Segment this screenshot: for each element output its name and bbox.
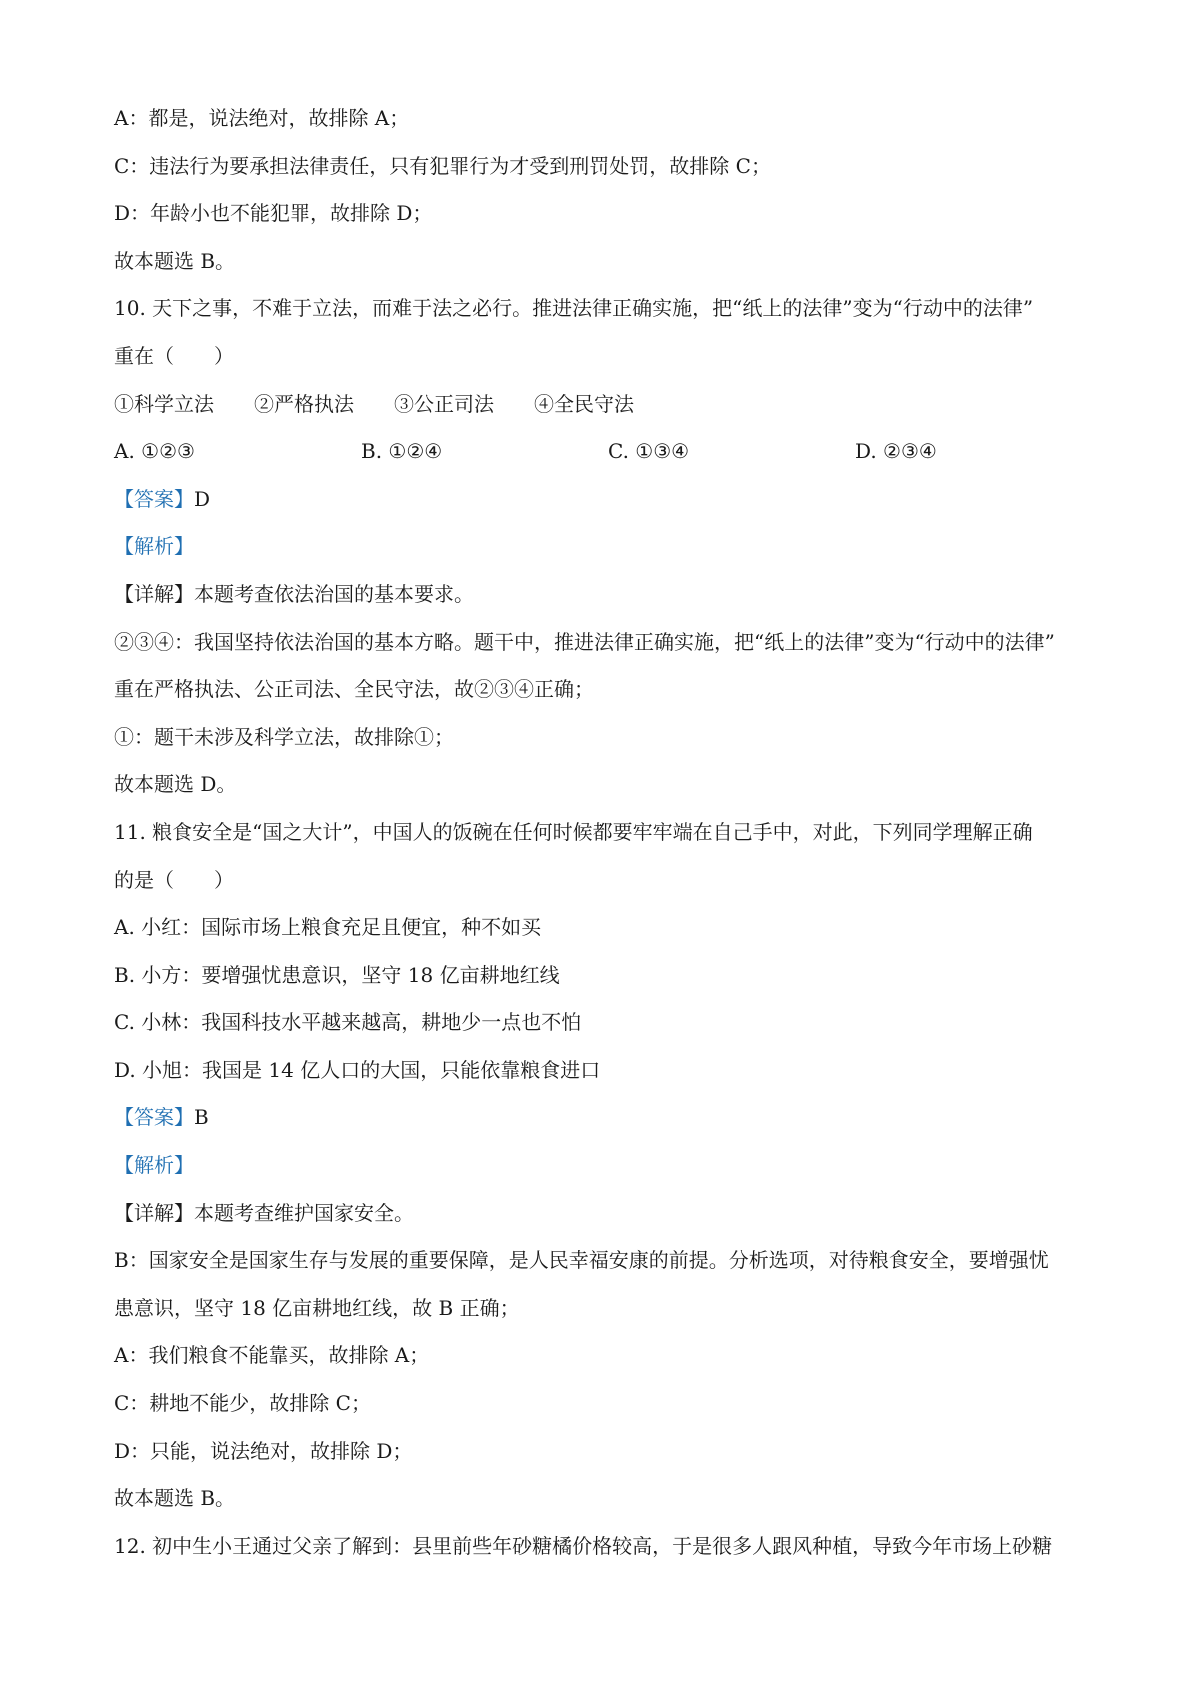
q11-answer <box>114 1094 1104 1142</box>
answer-value: B <box>194 1105 209 1130</box>
q10-analysis-tag: 【解析】 <box>114 534 194 559</box>
q11-conclusion: 故本题选 B。 <box>114 1486 236 1511</box>
q11-option-d: D. 小旭：我国是 14 亿人口的大国，只能依靠粮食进口 <box>114 1057 601 1082</box>
q11-explain-line: D：只能，说法绝对，故排除 D； <box>114 1438 413 1463</box>
q10-answer <box>114 476 1104 524</box>
q11-option-a: A. 小红：国际市场上粮食充足且便宜，种不如买 <box>114 915 542 940</box>
q10-conclusion: 故本题选 D。 <box>114 772 237 797</box>
q9-line-d: D：年龄小也不能犯罪，故排除 D； <box>114 201 433 226</box>
q10-options <box>114 428 1104 476</box>
answer-tag: 【答案】 <box>114 1105 194 1130</box>
q10-items <box>114 381 1104 429</box>
q10-option-a: A. ①②③ <box>114 439 195 464</box>
q10-explain-line: ②③④：我国坚持依法治国的基本方略。题干中，推进法律正确实施，把“纸上的法律”变为“行动中的法律” <box>114 629 1055 654</box>
q11-option-b: B. 小方：要增强忧患意识，坚守 18 亿亩耕地红线 <box>114 962 560 987</box>
q9-line-c: C：违法行为要承担法律责任，只有犯罪行为才受到刑罚处罚，故排除 C； <box>114 153 771 178</box>
q11-stem-line-2: 的是（ ） <box>114 867 234 892</box>
q10-item: ②严格执法 <box>254 391 354 416</box>
document-page <box>114 95 1104 1570</box>
q12-stem-line-1: 12. 初中生小王通过父亲了解到：县里前些年砂糖橘价格较高，于是很多人跟风种植，导致今年市场上砂糖 <box>114 1533 1053 1558</box>
q9-line-a: A：都是，说法绝对，故排除 A； <box>114 106 410 130</box>
q11-detail: 【详解】本题考查维护国家安全。 <box>114 1200 414 1225</box>
q11-option-c: C. 小林：我国科技水平越来越高，耕地少一点也不怕 <box>114 1010 582 1035</box>
q10-option-b: B. ①②④ <box>361 439 443 464</box>
q11-explain-line: B：国家安全是国家生存与发展的重要保障，是人民幸福安康的前提。分析选项，对待粮食安全，要增强忧 <box>114 1248 1049 1273</box>
q10-explain-line: 重在严格执法、公正司法、全民守法，故②③④正确； <box>114 677 594 702</box>
q10-stem-line-2: 重在（ ） <box>114 343 234 368</box>
q9-conclusion: 故本题选 B。 <box>114 248 236 273</box>
q11-stem-line-1: 11. 粮食安全是“国之大计”，中国人的饭碗在任何时候都要牢牢端在自己手中，对此，下列同学理解正确 <box>114 819 1033 844</box>
q10-detail: 【详解】本题考查依法治国的基本要求。 <box>114 581 474 606</box>
q10-item: ①科学立法 <box>114 391 214 416</box>
answer-tag: 【答案】 <box>114 486 194 511</box>
q10-option-d: D. ②③④ <box>855 439 937 464</box>
q10-explain-line: ①：题干未涉及科学立法，故排除①； <box>114 724 454 749</box>
q10-option-c: C. ①③④ <box>608 439 690 464</box>
q11-analysis-tag: 【解析】 <box>114 1153 194 1178</box>
q10-stem-line-1: 10. 天下之事，不难于立法，而难于法之必行。推进法律正确实施，把“纸上的法律”变为“行动中的法律” <box>114 296 1034 321</box>
q10-item: ④全民守法 <box>534 391 634 416</box>
q10-item: ③公正司法 <box>394 391 494 416</box>
q11-explain-line: A：我们粮食不能靠买，故排除 A； <box>114 1343 430 1368</box>
q11-explain-line: 患意识，坚守 18 亿亩耕地红线，故 B 正确； <box>114 1295 520 1320</box>
q11-explain-line: C：耕地不能少，故排除 C； <box>114 1391 371 1416</box>
answer-value: D <box>194 486 211 511</box>
